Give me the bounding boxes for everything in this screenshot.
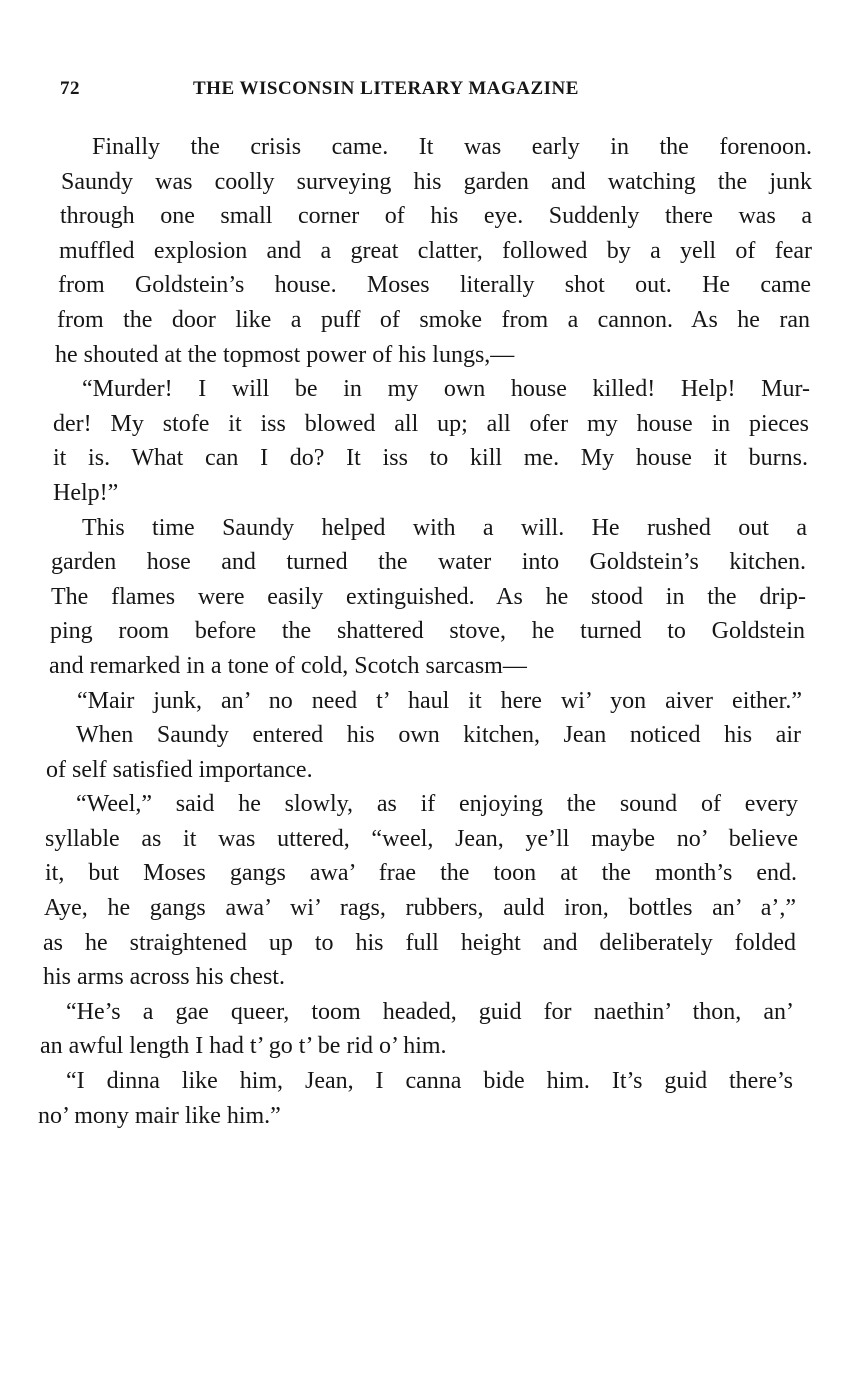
page-number: 72 (60, 78, 80, 99)
text-line: Finally the crisis came. It was early in the forenoon. (92, 134, 812, 160)
paragraph (0, 718, 857, 787)
text-line: as he straightened up to his full height and deliberately folded (43, 929, 796, 956)
text-line: it is. What can I do? It iss to kill me. My house it burns. (53, 445, 808, 472)
paragraph (0, 511, 857, 684)
text-line: “Murder! I will be in my own house killed! Help! Mur- (82, 376, 810, 403)
text-line: Help!” (53, 479, 119, 506)
text-line: from the door like a puff of smoke from a cannon. As he ran (57, 306, 810, 333)
text-line: his arms across his chest. (43, 964, 285, 991)
text-line: This time Saundy helped with a will. He rushed out a (82, 514, 807, 541)
text-line: he shouted at the topmost power of his lungs,— (55, 341, 515, 368)
text-line: through one small corner of his eye. Suddenly there was a (60, 203, 812, 230)
paragraph (0, 787, 857, 995)
text-line: garden hose and turned the water into Goldstein’s kitchen. (51, 549, 806, 576)
text-line: from Goldstein’s house. Moses literally shot out. He came (58, 272, 811, 299)
text-line: “I dinna like him, Jean, I canna bide him. It’s guid there’s (66, 1068, 793, 1095)
text-line: The flames were easily extinguished. As he stood in the drip- (51, 583, 806, 610)
text-line: Aye, he gangs awa’ wi’ rags, rubbers, auld iron, bottles an’ a’,” (44, 895, 796, 922)
text-line: Saundy was coolly surveying his garden and watching the junk (61, 168, 812, 195)
text-line: “Mair junk, an’ no need t’ haul it here wi’ yon aiver either.” (77, 687, 802, 714)
text-line: an awful length I had t’ go t’ be rid o’ him. (40, 1033, 447, 1060)
text-line: syllable as it was uttered, “weel, Jean, ye’ll maybe no’ believe (45, 825, 798, 852)
text-line: it, but Moses gangs awa’ frae the toon at the month’s end. (45, 860, 797, 887)
text-line: der! My stofe it iss blowed all up; all ofer my house in pieces (53, 410, 809, 437)
text-line: no’ mony mair like him.” (38, 1102, 281, 1129)
text-line: ping room before the shattered stove, he turned to Goldstein (50, 618, 805, 645)
paragraph (0, 372, 857, 510)
page-header (60, 78, 760, 106)
running-title: THE WISCONSIN LITERARY MAGAZINE (193, 78, 579, 99)
text-line: of self satisfied importance. (46, 756, 313, 783)
paragraph (0, 684, 857, 719)
paragraph (0, 130, 857, 372)
body-text (0, 130, 857, 1133)
text-line: and remarked in a tone of cold, Scotch sarcasm— (49, 652, 527, 679)
text-line: “Weel,” said he slowly, as if enjoying the sound of every (76, 791, 798, 818)
text-line: muffled explosion and a great clatter, followed by a yell of fear (59, 237, 812, 264)
paragraph (0, 995, 857, 1064)
text-line: When Saundy entered his own kitchen, Jean noticed his air (76, 722, 801, 749)
text-line: “He’s a gae queer, toom headed, guid for naethin’ thon, an’ (66, 998, 794, 1025)
paragraph (0, 1064, 857, 1133)
